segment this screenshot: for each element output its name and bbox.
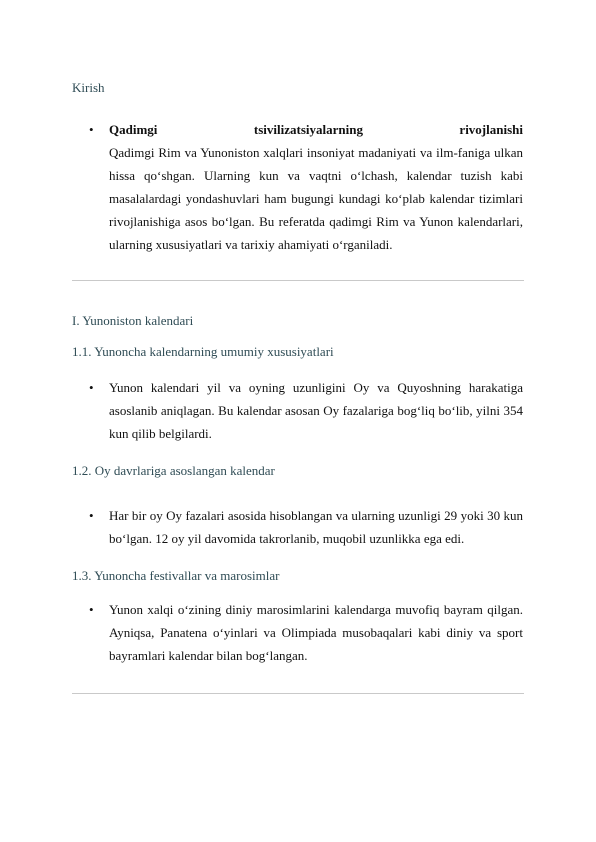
intro-title: Qadimgi tsivilizatsiyalarning rivojlanishi [109,122,523,137]
subsection-1-2-text: Har bir oy Oy fazalari asosida hisoblangan va ularning uzunligi 29 yoki 30 kun bo‘lgan. 12 oy yil davomida takrorlanib, muqobil uzunlikka ega edi. [109,508,523,546]
subsection-1-3-text: Yunon xalqi o‘zining diniy marosimlarini kalendarga muvofiq bayram qilgan. Ayniqsa, Panatena o‘yinlari va Olimpiada musobaqalari kabi diniy va sport bayramlari kalendar bilan bog‘langan. [109,602,523,663]
bullet-marker: • [89,380,94,395]
bullet-marker: • [89,508,94,523]
bullet-marker: • [89,602,94,617]
intro-heading: Kirish [72,80,105,95]
subsection-1-1-text: Yunon kalendari yil va oyning uzunligini Oy va Quyoshning harakatiga asoslanib aniqlagan. Bu kalendar asosan Oy fazalariga bog‘liq bo‘lib, yilni 354 kun qilib belgilardi. [109,380,523,441]
subsection-1-3-title: 1.3. Yunoncha festivallar va marosimlar [72,568,280,583]
subsection-1-1-title: 1.1. Yunoncha kalendarning umumiy xususiyatlari [72,344,334,359]
section-divider [72,280,524,281]
subsection-1-2-title: 1.2. Oy davrlariga asoslangan kalendar [72,463,275,478]
intro-body: Qadimgi Rim va Yunoniston xalqlari insoniyat madaniyati va ilm-faniga ulkan hissa qo‘shgan. Ularning kun va vaqtni o‘lchash, kalendar tuzish kabi masalalardagi yondashuvlari ham bugungi kundagi ko‘plab kalendar tizimlari rivojlanishiga asos bo‘lgan. Bu referatda qadimgi Rim va Yunon kalendarlari, ularning xususiyatlari va tarixiy ahamiyati o‘rganiladi. [109,145,523,252]
section-divider [72,693,524,694]
section1-heading: I. Yunoniston kalendari [72,313,194,328]
bullet-marker: • [89,122,94,137]
